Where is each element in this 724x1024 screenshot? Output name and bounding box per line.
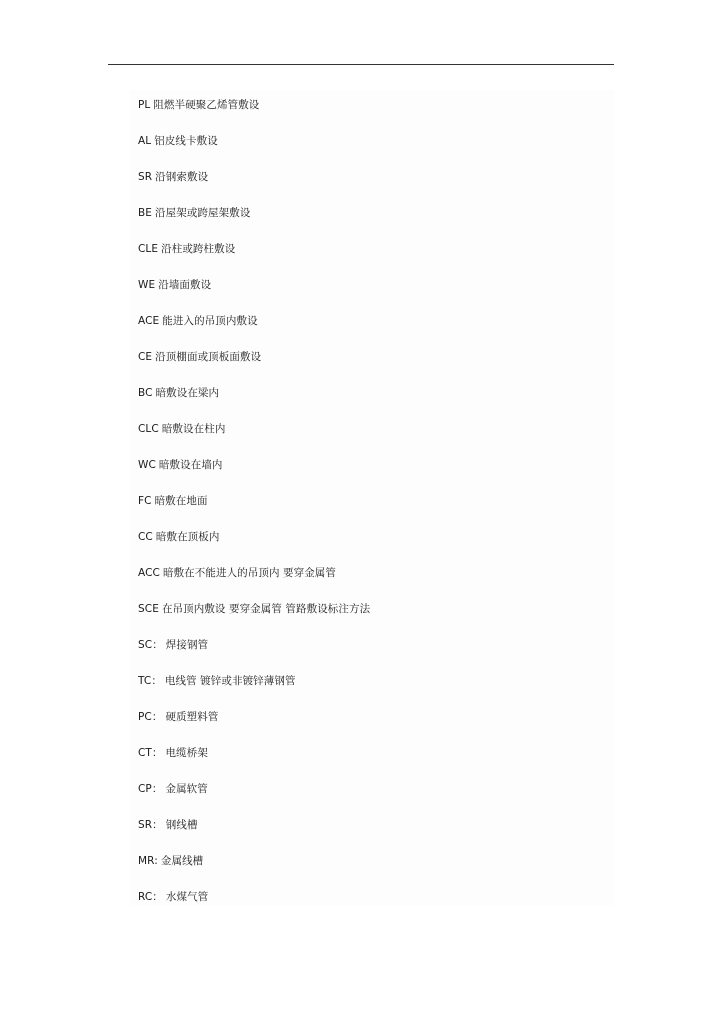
- wiring-code-list: [138, 97, 370, 925]
- list-item: [138, 529, 370, 565]
- item-code: CLE: [138, 243, 159, 255]
- list-item: [138, 853, 370, 889]
- item-code: CT：: [138, 747, 163, 759]
- item-text: 沿屋架或跨屋架敷设: [155, 207, 251, 219]
- item-text: 电缆桥架: [165, 747, 208, 759]
- item-code: AL: [138, 135, 152, 147]
- list-item: [138, 817, 370, 853]
- item-code: PL: [138, 99, 151, 111]
- item-text: 沿顶棚面或顶板面敷设: [155, 351, 262, 363]
- item-code: CE: [138, 351, 153, 363]
- list-item: [138, 133, 370, 169]
- list-item: [138, 565, 370, 601]
- list-item: [138, 673, 370, 709]
- item-code: CP：: [138, 783, 163, 795]
- item-code: MR:: [138, 855, 158, 867]
- list-item: [138, 97, 370, 133]
- item-text: 金属软管: [165, 783, 208, 795]
- item-text: 暗敷在不能进人的吊顶内 要穿金属管: [162, 567, 337, 579]
- header-rule: [108, 64, 614, 65]
- list-item: [138, 313, 370, 349]
- list-item: [138, 385, 370, 421]
- list-item: [138, 457, 370, 493]
- item-text: 焊接钢管: [165, 639, 209, 651]
- item-text: 铝皮线卡敷设: [154, 135, 218, 147]
- list-item: [138, 493, 370, 529]
- item-code: CLC: [138, 423, 159, 435]
- item-text: 在吊顶内敷设 要穿金属管 管路敷设标注方法: [161, 603, 371, 615]
- item-text: 阻燃半硬聚乙烯管敷设: [153, 99, 260, 111]
- item-code: ACE: [138, 315, 160, 327]
- item-code: SR: [138, 171, 153, 183]
- item-code: WE: [138, 279, 156, 291]
- item-code: ACC: [138, 567, 160, 579]
- list-item: [138, 241, 370, 277]
- item-text: 沿墙面敷设: [158, 279, 212, 291]
- item-text: 能进入的吊顶内敷设: [162, 315, 258, 327]
- item-text: 沿钢索敷设: [155, 171, 209, 183]
- item-text: 金属线槽: [160, 855, 204, 867]
- item-code: SCE: [138, 603, 159, 615]
- list-item: [138, 709, 370, 745]
- item-text: 硬质塑料管: [165, 711, 219, 723]
- list-item: [138, 169, 370, 205]
- list-item: [138, 637, 370, 673]
- item-code: PC：: [138, 711, 163, 723]
- item-code: FC: [138, 495, 152, 507]
- item-code: SR：: [138, 819, 163, 831]
- item-text: 暗敷设在梁内: [155, 387, 220, 399]
- list-item: [138, 421, 370, 457]
- item-text: 暗敷设在柱内: [161, 423, 226, 435]
- item-code: WC: [138, 459, 156, 471]
- item-text: 暗敷在地面: [154, 495, 208, 507]
- list-item: [138, 601, 370, 637]
- item-text: 暗敷设在墙内: [158, 459, 223, 471]
- item-code: SC：: [138, 639, 163, 651]
- item-text: 水煤气管: [165, 891, 209, 903]
- item-text: 沿柱或跨柱敷设: [161, 243, 236, 255]
- item-code: BC: [138, 387, 153, 399]
- list-item: [138, 745, 370, 781]
- list-item: [138, 889, 370, 925]
- item-text: 电线管 镀锌或非镀锌薄钢管: [164, 675, 296, 687]
- list-item: [138, 205, 370, 241]
- list-item: [138, 277, 370, 313]
- item-code: TC：: [138, 675, 162, 687]
- item-text: 钢线槽: [165, 819, 198, 831]
- item-code: CC: [138, 531, 153, 543]
- item-code: BE: [138, 207, 153, 219]
- list-item: [138, 781, 370, 817]
- list-item: [138, 349, 370, 385]
- item-code: RC：: [138, 891, 163, 903]
- item-text: 暗敷在顶板内: [155, 531, 220, 543]
